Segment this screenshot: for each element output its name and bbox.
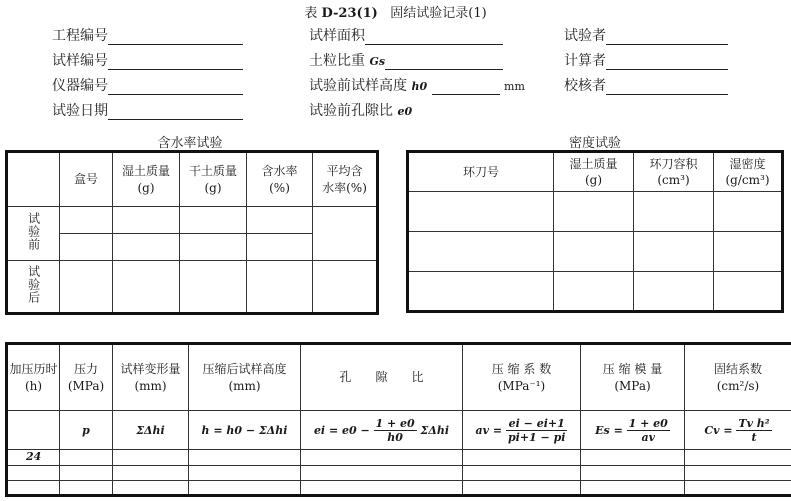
table-cell[interactable] <box>60 261 113 314</box>
table-cell[interactable] <box>554 192 634 232</box>
field-project-no: 工程编号 <box>52 25 243 45</box>
table-cell[interactable] <box>113 207 180 234</box>
field-sample-no: 试样编号 <box>52 50 243 70</box>
col-compress-modulus: 压 缩 模 量 (MPa) <box>581 344 685 411</box>
formula-E: Es = $\frac{1 + e0}{av}$ <box>581 411 685 450</box>
table-cell[interactable] <box>554 232 634 272</box>
col-consolidation-coef: 固结系数 (cm²/s) <box>685 344 791 411</box>
field-test-date: 试验日期 <box>52 100 243 120</box>
field-initial-height: 试验前试样高度 h0 mm <box>309 78 525 94</box>
table-cell[interactable] <box>189 465 301 480</box>
table-cell[interactable] <box>60 480 113 495</box>
col-deformation: 试样变形量 (mm) <box>113 344 189 411</box>
table-cell[interactable] <box>408 272 554 312</box>
moisture-table <box>5 150 379 315</box>
table-cell[interactable] <box>581 480 685 495</box>
table-cell[interactable] <box>247 261 313 314</box>
table-cell[interactable] <box>714 232 783 272</box>
field-line[interactable] <box>606 30 728 45</box>
moisture-section-title: 含水率试验 <box>157 136 223 151</box>
col-avg-moisture: 平均含 水率(%) <box>313 152 378 207</box>
table-cell[interactable] <box>113 465 189 480</box>
field-line[interactable] <box>108 30 243 45</box>
table-cell[interactable] <box>113 234 180 261</box>
field-instrument-no: 仪器编号 <box>52 75 243 95</box>
page-title: 表 D-23(1) 固结试验记录(1) <box>304 6 487 21</box>
table-cell[interactable] <box>301 465 463 480</box>
col-pressure: 压力 (MPa) <box>60 344 113 411</box>
table-cell[interactable] <box>113 261 180 314</box>
table-cell[interactable] <box>113 450 189 466</box>
field-line[interactable] <box>385 55 503 70</box>
consolidation-table <box>5 342 791 497</box>
table-cell[interactable] <box>247 234 313 261</box>
table-cell[interactable] <box>189 480 301 495</box>
table-cell[interactable] <box>581 465 685 480</box>
formula-p: p <box>60 411 113 450</box>
table-cell[interactable] <box>60 450 113 466</box>
table-cell[interactable] <box>581 450 685 466</box>
row-label-after: 试验后 <box>7 261 60 314</box>
field-initial-void-ratio: 试验前孔隙比 e0 <box>309 103 413 119</box>
table-cell[interactable] <box>685 450 791 466</box>
table-cell[interactable] <box>7 480 60 495</box>
field-line[interactable] <box>606 80 728 95</box>
col-compress-coef: 压 缩 系 数 (MPa⁻¹) <box>463 344 581 411</box>
table-cell[interactable] <box>313 261 378 314</box>
formula-a: av = $\frac{ei - ei+1}{pi+1 - pi}$ <box>463 411 581 450</box>
col-wet-density: 湿密度 (g/cm³) <box>714 152 783 192</box>
formula-h: h = h0 − ΣΔhi <box>189 411 301 450</box>
table-cell[interactable] <box>60 234 113 261</box>
field-line[interactable] <box>606 55 728 70</box>
field-line[interactable] <box>365 30 503 45</box>
table-cell[interactable] <box>189 450 301 466</box>
col-moisture: 含水率 (%) <box>247 152 313 207</box>
table-cell[interactable] <box>313 207 378 261</box>
table-cell[interactable] <box>408 192 554 232</box>
table-cell[interactable] <box>301 480 463 495</box>
field-sample-area: 试样面积 <box>309 25 503 45</box>
col-box-no: 盒号 <box>60 152 113 207</box>
table-cell[interactable] <box>463 480 581 495</box>
formula-C: Cv = $\frac{\text{Tv h²}}{t}$ <box>685 411 791 450</box>
row-label-before: 试验前 <box>7 207 60 261</box>
table-cell[interactable] <box>113 480 189 495</box>
table-cell[interactable] <box>180 234 247 261</box>
table-cell[interactable] <box>634 192 714 232</box>
table-cell[interactable] <box>60 207 113 234</box>
col-ring-no: 环刀号 <box>408 152 554 192</box>
col-dry-mass: 干土质量 (g) <box>180 152 247 207</box>
field-line[interactable] <box>432 80 500 95</box>
duration-first-value: 24 <box>7 450 60 466</box>
table-cell[interactable] <box>301 450 463 466</box>
table-cell[interactable] <box>60 465 113 480</box>
table-cell[interactable] <box>180 261 247 314</box>
table-cell[interactable] <box>714 192 783 232</box>
col-height-after: 压缩后试样高度 (mm) <box>189 344 301 411</box>
table-cell[interactable] <box>554 272 634 312</box>
col-wet-mass: 湿土质量 (g) <box>554 152 634 192</box>
field-line[interactable] <box>108 80 243 95</box>
density-section-title: 密度试验 <box>568 136 621 151</box>
table-cell[interactable] <box>463 450 581 466</box>
table-cell[interactable] <box>685 480 791 495</box>
field-tester: 试验者 <box>564 25 728 45</box>
table-cell[interactable] <box>247 207 313 234</box>
table-cell[interactable] <box>714 272 783 312</box>
col-wet-mass: 湿土质量 (g) <box>113 152 180 207</box>
table-cell[interactable] <box>180 207 247 234</box>
col-duration: 加压历时 (h) <box>7 344 60 411</box>
col-void-ratio: 孔 隙 比 <box>301 344 463 411</box>
field-line[interactable] <box>108 105 243 120</box>
density-table <box>406 150 784 313</box>
table-cell[interactable] <box>634 272 714 312</box>
field-checker: 校核者 <box>564 75 728 95</box>
col-ring-volume: 环刀容积 (cm³) <box>634 152 714 192</box>
formula-e: ei = e0 − $\frac{1 + e0}{h0}$ ΣΔhi <box>301 411 463 450</box>
formula-sum: ΣΔhi <box>113 411 189 450</box>
field-line[interactable] <box>108 55 243 70</box>
table-cell[interactable] <box>685 465 791 480</box>
table-cell[interactable] <box>463 465 581 480</box>
table-cell[interactable] <box>634 232 714 272</box>
table-cell[interactable] <box>408 232 554 272</box>
field-specific-gravity: 土粒比重 Gs <box>309 50 503 70</box>
table-cell[interactable] <box>7 465 60 480</box>
field-calculator: 计算者 <box>564 50 728 70</box>
